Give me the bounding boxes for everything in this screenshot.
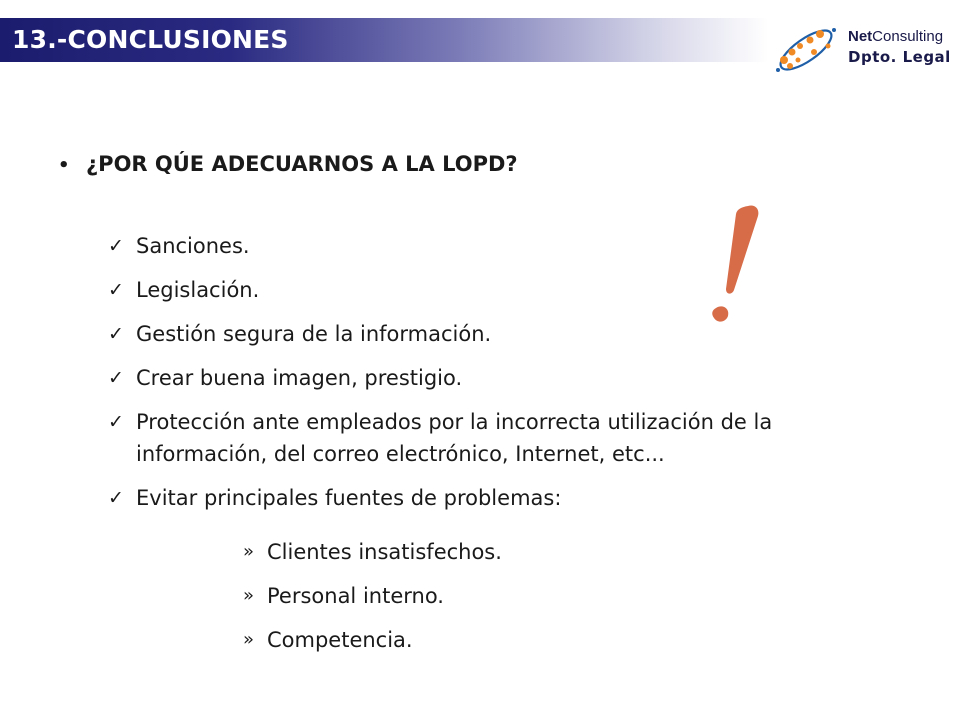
check-icon: ✓ [108,235,124,257]
list-item [108,482,896,514]
sub-list-item-text: Competencia. [267,628,413,652]
bullet-icon: • [58,155,70,176]
logo-net: Net [848,28,873,45]
logo-line-2: Dpto. Legal [848,48,951,66]
list-item [108,318,896,350]
reasons-list [108,230,896,526]
list-item-text: Gestión segura de la información. [136,322,492,346]
list-item-text: Evitar principales fuentes de problemas: [136,486,562,510]
check-icon: ✓ [108,487,124,509]
list-item [108,274,896,306]
list-item [108,362,896,394]
sub-list-item [243,536,502,568]
page-title: 13.-CONCLUSIONES [12,25,289,54]
company-logo [770,22,955,78]
logo-consulting: Consulting [872,28,944,45]
raquo-icon: » [243,629,255,650]
raquo-icon: » [243,541,255,562]
check-icon: ✓ [108,279,124,301]
logo-line-1 [848,28,943,45]
check-icon: ✓ [108,367,124,389]
problem-sources-list [243,536,502,668]
list-item-text: Protección ante empleados por la incorrecta utilización de la información, del correo electrónico, Internet, etc... [136,410,773,466]
sub-list-item [243,580,502,612]
check-icon: ✓ [108,323,124,345]
list-item-text: Legislación. [136,278,260,302]
netconsulting-logo-icon [770,22,846,78]
sub-list-item-text: Clientes insatisfechos. [267,540,502,564]
sub-list-item [243,624,502,656]
list-item-text: Sanciones. [136,234,250,258]
question-text: ¿POR QÚE ADECUARNOS A LA LOPD? [86,152,518,176]
section-question [58,152,518,176]
check-icon: ✓ [108,411,124,433]
sub-list-item-text: Personal interno. [267,584,444,608]
list-item-text: Crear buena imagen, prestigio. [136,366,463,390]
list-item [108,230,896,262]
list-item [108,406,896,470]
raquo-icon: » [243,585,255,606]
